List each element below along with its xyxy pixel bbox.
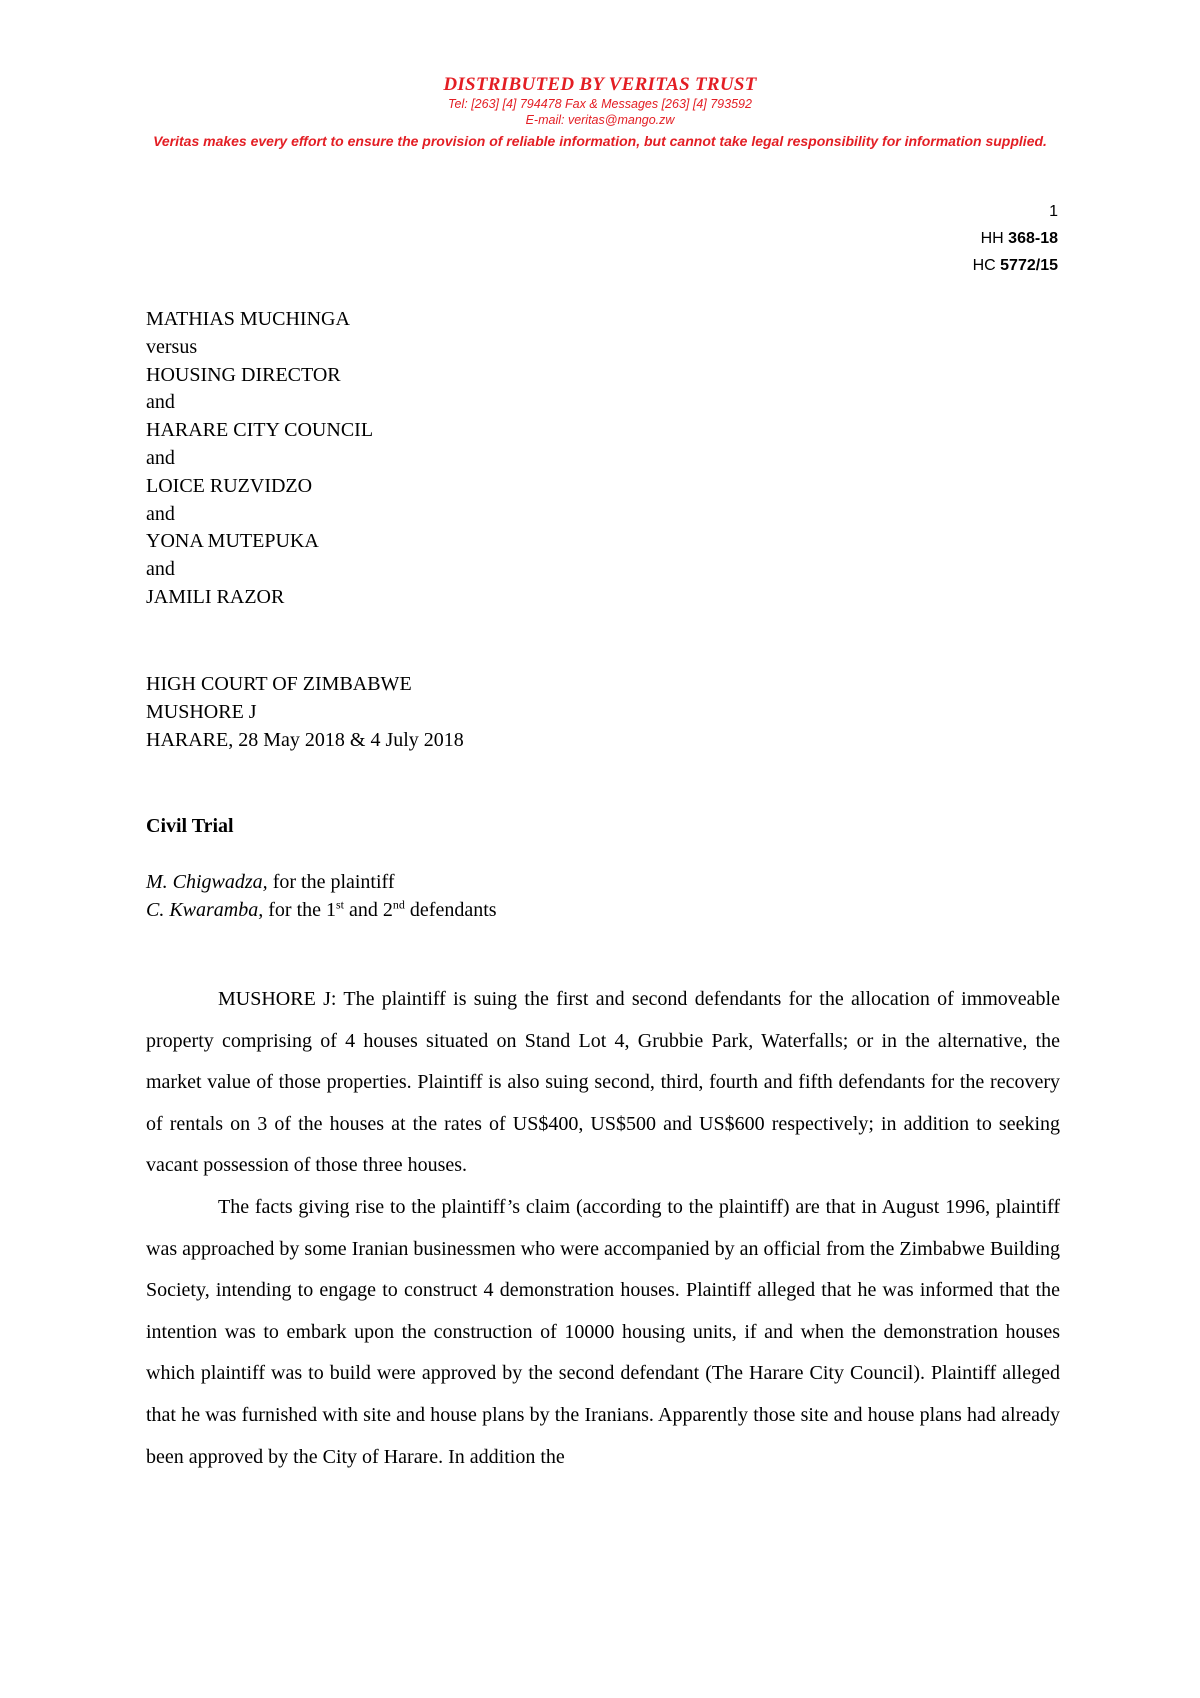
hearing-place-dates: HARARE, 28 May 2018 & 4 July 2018 (146, 728, 464, 751)
veritas-disclaimer: Veritas makes every effort to ensure the provision of reliable information, but cannot take legal responsibility for information supplied. (153, 133, 1047, 149)
judgment-body (146, 979, 1060, 1478)
hc-reference (973, 252, 1058, 279)
plaintiff-counsel-name: M. Chigwadza, (146, 871, 268, 893)
plaintiff-counsel-role: for the plaintiff (267, 871, 395, 893)
veritas-title: DISTRIBUTED BY VERITAS TRUST (443, 74, 757, 95)
party-line: MATHIAS MUCHINGA (146, 308, 350, 330)
hh-reference (973, 225, 1058, 252)
defendants-role-b: and 2 (344, 898, 393, 921)
ordinal-suffix-nd: nd (392, 897, 405, 912)
party-line: and (146, 446, 175, 469)
parties-list (146, 306, 373, 612)
defendants-counsel-name: C. Kwaramba, (146, 898, 264, 921)
party-line: versus (146, 335, 198, 358)
party-line: HOUSING DIRECTOR (146, 363, 341, 386)
case-type: Civil Trial (146, 815, 234, 837)
hh-prefix: HH (980, 230, 1009, 247)
veritas-email: E-mail: veritas@mango.zw (525, 113, 675, 127)
counsel-list (146, 869, 497, 925)
party-line: and (146, 502, 175, 525)
party-line: and (146, 391, 175, 414)
party-line: and (146, 558, 175, 581)
defendants-role-a: for the 1 (263, 898, 337, 921)
veritas-contact: Tel: [263] [4] 794478 Fax & Messages [263] [4] 793592 (448, 97, 752, 111)
judgment-paragraph: MUSHORE J: The plaintiff is suing the first and second defendants for the allocation of immoveable property comprising of 4 houses situated on Stand Lot 4, Grubbie Park, Waterfalls; or in the alternative, the market value of those properties. Plaintiff is also suing second, third, fourth and fifth defendants for the recovery of rentals on 3 of the houses at the rates of US$400, US$500 and US$600 respectively; in addition to seeking vacant possession of those three houses. (146, 988, 1060, 1177)
court-name: HIGH COURT OF ZIMBABWE (146, 673, 412, 695)
party-line: JAMILI RAZOR (146, 585, 285, 608)
case-references (973, 198, 1058, 279)
page-number: 1 (1049, 203, 1058, 220)
hc-number: 5772/15 (1000, 257, 1058, 274)
party-line: LOICE RUZVIDZO (146, 474, 313, 497)
court-details (146, 671, 464, 754)
party-line: YONA MUTEPUKA (146, 530, 319, 553)
plaintiff-counsel (146, 869, 497, 897)
defendants-role-c: defendants (404, 898, 497, 921)
defendants-counsel (146, 897, 497, 925)
ordinal-suffix-st: st (336, 897, 345, 912)
hh-number: 368-18 (1008, 230, 1058, 247)
hc-prefix: HC (972, 257, 1001, 274)
judgment-paragraph: The facts giving rise to the plaintiff’s claim (according to the plaintiff) are that in August 1996, plaintiff was approached by some Iranian businessmen who were accompanied by an official from the Zimbabwe Building Society, intending to engage to construct 4 demonstration houses. Plaintiff alleged that he was informed that the intention was to embark upon the construction of 10000 housing units, if and when the demonstration houses which plaintiff was to build were approved by the second defendant (The Harare City Council). Plaintiff alleged that he was furnished with site and house plans by the Iranians. Apparently those site and house plans had already been approved by the City of Harare. In addition the (146, 1195, 1060, 1468)
party-line: HARARE CITY COUNCIL (146, 419, 374, 442)
veritas-header (0, 74, 1200, 153)
judge-name: MUSHORE J (146, 700, 257, 723)
